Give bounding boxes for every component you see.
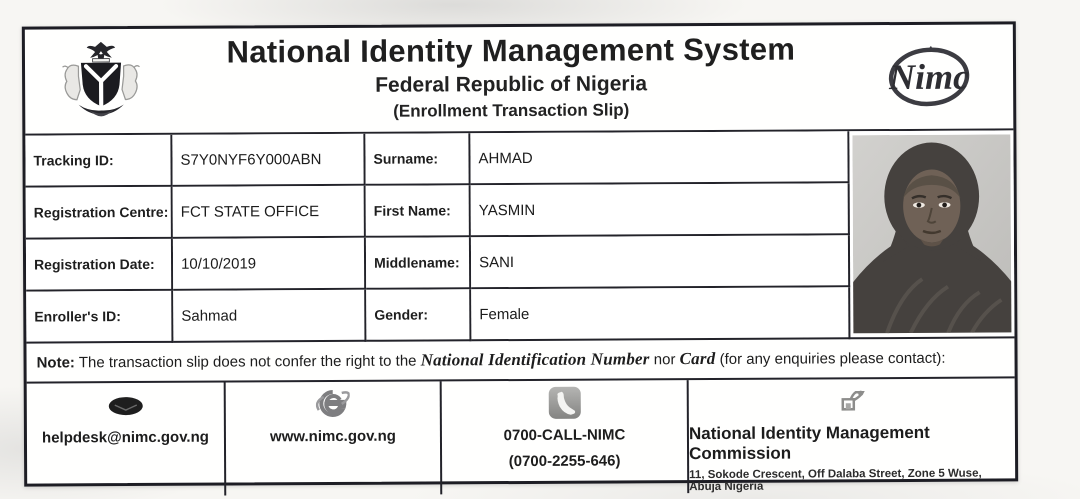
contact-footer [27,378,1016,494]
enrollee-portrait-graphic [852,134,1011,333]
nimc-emblem-icon [837,385,867,417]
phone-name: 0700-CALL-NIMC [503,426,626,445]
field-value-tracking-id: S7Y0NYF6Y000ABN [172,134,365,187]
email-icon [104,389,146,421]
enrollee-photo [849,130,1014,339]
nimc-logo-graphic [867,39,991,114]
website-url: www.nimc.gov.ng [269,427,396,446]
note-prefix: Note: [36,354,75,372]
country-subtitle: Federal Republic of Nigeria [375,72,648,97]
field-value-middlename: SANI [471,235,850,289]
enrollment-transaction-slip [22,21,1018,494]
field-value-registration-centre: FCT STATE OFFICE [173,186,366,239]
field-label-tracking-id: Tracking ID: [25,135,172,188]
header-titles [177,25,845,122]
contact-website-cell [226,381,443,495]
field-label-surname: Surname: [365,133,470,186]
nimc-logo [845,24,1013,113]
note-row [26,338,1014,383]
contact-phone-cell [442,380,690,494]
helpdesk-email: helpdesk@nimc.gov.ng [41,428,209,447]
slip-type-label: (Enrollment Transaction Slip) [393,100,630,121]
contact-email-cell [27,383,227,497]
internet-explorer-icon [316,388,350,420]
note-body-1: The transaction slip does not confer the right to the [78,352,417,372]
field-label-enrollers-id: Enroller's ID: [26,291,173,344]
nimc-logo-text: Nimc [888,56,970,98]
system-title: National Identity Management System [226,31,796,70]
note-emphasis-nin: National Identification Number [420,349,650,370]
note-body-2: nor [653,351,676,369]
field-label-middlename: Middlename: [366,237,471,290]
field-label-gender: Gender: [366,289,471,342]
field-label-registration-date: Registration Date: [26,239,173,292]
commission-address: 11, Sokode Crescent, Off Dalaba Street, Zone 5 Wuse, Abuja Nigeria [689,467,982,494]
enrollment-fields-table [25,128,1014,343]
note-emphasis-card: Card [679,348,716,369]
field-value-registration-date: 10/10/2019 [173,238,366,291]
field-label-first-name: First Name: [366,185,471,238]
coat-of-arms-graphic [55,37,147,125]
field-value-first-name: YASMIN [471,183,850,237]
note-suffix: (for any enquiries please contact): [719,349,946,368]
field-value-enrollers-id: Sahmad [173,290,366,343]
commission-cell [689,378,1016,493]
field-value-surname: AHMAD [470,131,849,185]
field-value-gender: Female [471,287,850,341]
commission-name: National Identity Management Commission [688,422,930,464]
field-label-registration-centre: Registration Centre: [26,187,173,240]
phone-number: (0700-2255-646) [508,452,621,471]
nigeria-coat-of-arms-icon [25,29,178,126]
slip-header [25,24,1014,133]
phone-icon [545,387,583,419]
